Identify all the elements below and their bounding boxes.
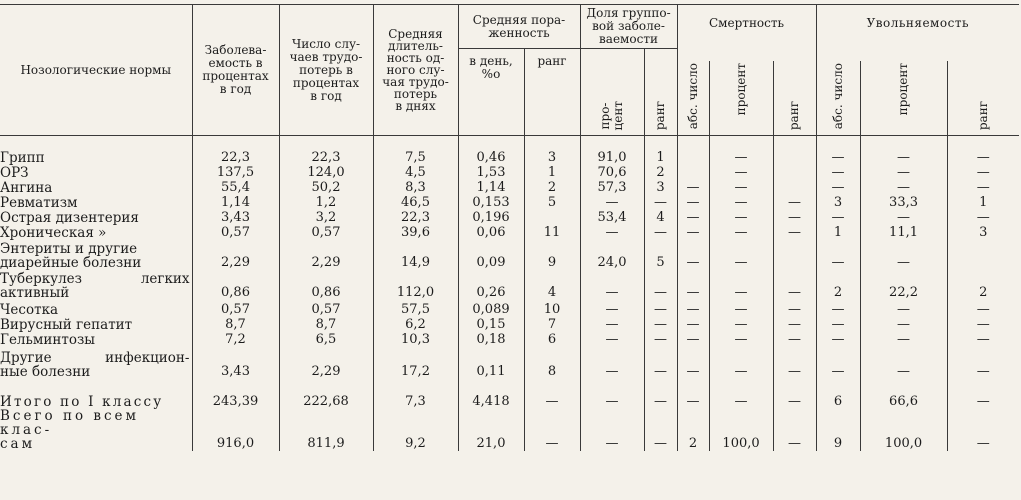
cell-duration: 8,3 [373,180,458,195]
cell-group-rank: — [644,347,677,379]
table-row [0,270,1019,300]
header-line: Заболева- [204,43,267,57]
cell-group-rank: 2 [644,165,677,180]
cell-dismissal-rank: — [947,347,1019,379]
cell-mortality-rank: — [773,347,816,379]
cell-severity-per-day: 4,418 [458,379,524,409]
row-name [0,317,192,332]
cell-severity-per-day: 21,0 [458,409,524,451]
cell-cases: 124,0 [279,165,373,180]
cell-severity-rank: 5 [524,195,580,210]
cell-severity-per-day: 0,09 [458,240,524,270]
cell-mortality-rank [773,165,816,180]
cell-dismissal-abs: — [816,240,860,270]
table-row [0,195,1019,210]
row-name-line: диарейные болезни [0,255,142,271]
cell-dismissal-rank: — [947,165,1019,180]
header-line: в год [310,88,342,103]
cell-severity-rank: 9 [524,240,580,270]
cell-cases: 2,29 [279,240,373,270]
cell-mortality-rank [773,150,816,165]
row-name [0,409,192,451]
cell-group-percent: — [580,317,644,332]
cell-morbidity: 55,4 [192,180,279,195]
table-row [0,225,1019,240]
header-line: в день, [469,54,513,68]
table-row [0,150,1019,165]
cell-dismissal-rank: 2 [947,270,1019,300]
cell-mortality-rank: — [773,317,816,332]
cell-duration: 7,3 [373,379,458,409]
row-name [0,347,192,379]
header-line: Средняя пора- [472,12,566,27]
cell-mortality-percent: — [709,347,773,379]
row-name-word: легких [140,271,190,287]
cell-group-rank: — [644,409,677,451]
row-name-line [0,272,190,286]
cell-group-rank: 4 [644,210,677,225]
cell-severity-per-day: 0,15 [458,317,524,332]
header-mortality-abs: абс. число [677,61,709,136]
cell-severity-per-day: 1,14 [458,180,524,195]
group-rank-label: ранг [653,100,668,130]
cell-mortality-percent: — [709,165,773,180]
cell-cases: 3,2 [279,210,373,225]
table-body [0,136,1019,452]
cell-severity-per-day: 0,46 [458,150,524,165]
cell-mortality-rank: — [773,300,816,317]
header-line: потерь в [299,62,353,77]
cell-severity-per-day: 0,11 [458,347,524,379]
header-line: женность [488,25,550,40]
header-line: чая трудо- [382,75,449,89]
cell-group-percent: — [580,347,644,379]
row-name-line: Энтериты и другие [0,241,138,257]
cell-group-percent: — [580,195,644,210]
row-name-line: Всего по всем клас- [0,408,140,438]
cell-severity-rank: — [524,379,580,409]
cell-morbidity: 916,0 [192,409,279,451]
cell-severity-rank: 11 [524,225,580,240]
cell-group-percent: 70,6 [580,165,644,180]
cell-group-percent: — [580,270,644,300]
cell-mortality-percent: — [709,150,773,165]
header-group-rank [644,49,677,136]
cell-mortality-rank: — [773,379,816,409]
cell-mortality-percent: 100,0 [709,409,773,451]
row-name-line: Чесотка [0,302,59,318]
cell-severity-rank: 2 [524,180,580,195]
cell-mortality-abs [677,150,709,165]
cell-dismissal-percent: — [860,347,947,379]
header-line: длитель- [388,39,443,53]
header-line: Доля группо- [586,6,671,20]
header-cases [279,5,373,136]
cell-mortality-rank: — [773,270,816,300]
row-name-line: ОРЗ [0,165,29,181]
header-dismissal-percent: процент [860,61,947,136]
cell-dismissal-abs: — [816,165,860,180]
cell-group-percent: — [580,409,644,451]
cell-dismissal-percent: 66,6 [860,379,947,409]
cell-mortality-abs: — [677,210,709,225]
header-severity-rank: ранг [524,49,580,136]
cell-mortality-abs: — [677,195,709,210]
cell-dismissal-percent: — [860,300,947,317]
row-name [0,150,192,165]
header-line: процентах [292,75,360,90]
cell-group-percent: 91,0 [580,150,644,165]
table-row [0,300,1019,317]
header-mortality: Смертность [677,5,816,61]
cell-morbidity: 3,43 [192,347,279,379]
row-name-line: ные болезни [0,364,91,380]
header-line: емость в [208,56,263,70]
cell-duration: 46,5 [373,195,458,210]
cell-dismissal-abs: — [816,210,860,225]
cell-severity-per-day: 0,089 [458,300,524,317]
table-row [0,210,1019,225]
header-morbidity [192,5,279,136]
table-row [0,332,1019,347]
cell-mortality-percent: — [709,225,773,240]
cell-mortality-rank: — [773,210,816,225]
cell-group-rank: — [644,270,677,300]
row-name-line: Грипп [0,150,45,166]
header-mortality-rank: ранг [773,61,816,136]
cell-cases: 2,29 [279,347,373,379]
header-group-share [580,5,677,49]
cell-morbidity: 1,14 [192,195,279,210]
cell-dismissal-percent: — [860,240,947,270]
cell-group-percent: — [580,379,644,409]
cell-morbidity: 8,7 [192,317,279,332]
cell-duration: 9,2 [373,409,458,451]
header-line: в год [219,82,252,96]
cell-mortality-rank: — [773,409,816,451]
cell-group-rank: — [644,317,677,332]
cell-cases: 1,2 [279,195,373,210]
cell-mortality-abs: — [677,240,709,270]
cell-dismissal-abs: 3 [816,195,860,210]
cell-severity-per-day: 0,18 [458,332,524,347]
cell-dismissal-rank: — [947,210,1019,225]
header-line: Число слу- [291,36,361,51]
row-name-line: Итого по I классу [0,394,164,410]
cell-mortality-abs: — [677,332,709,347]
cell-cases: 6,5 [279,332,373,347]
cell-morbidity: 0,57 [192,225,279,240]
cell-morbidity: 2,29 [192,240,279,270]
cell-duration: 4,5 [373,165,458,180]
row-name-line: активный [0,285,70,301]
cell-mortality-abs: — [677,225,709,240]
disease-statistics-table [0,4,1019,451]
cell-mortality-rank: — [773,332,816,347]
header-line: в днях [395,99,436,113]
header-line: Средняя [388,27,443,41]
cell-cases: 22,3 [279,150,373,165]
cell-mortality-rank: — [773,195,816,210]
cell-dismissal-rank: — [947,379,1019,409]
cell-dismissal-abs: — [816,347,860,379]
cell-severity-per-day: 0,06 [458,225,524,240]
cell-morbidity: 137,5 [192,165,279,180]
cell-mortality-percent: — [709,379,773,409]
cell-dismissal-percent: — [860,210,947,225]
header-dismissal-rank: ранг [947,61,1019,136]
cell-dismissal-rank: 3 [947,225,1019,240]
header-line: процентах [202,69,269,83]
cell-dismissal-abs: — [816,180,860,195]
row-name [0,195,192,210]
cell-duration: 14,9 [373,240,458,270]
cell-mortality-percent: — [709,332,773,347]
cell-dismissal-percent: — [860,150,947,165]
row-name [0,210,192,225]
cell-group-percent: — [580,300,644,317]
cell-morbidity: 0,57 [192,300,279,317]
cell-severity-rank [524,210,580,225]
row-name [0,180,192,195]
cell-dismissal-percent: 11,1 [860,225,947,240]
cell-dismissal-abs: — [816,150,860,165]
group-percent-label: про- цент [598,100,626,130]
cell-mortality-percent: — [709,317,773,332]
cell-dismissal-percent: — [860,165,947,180]
cell-dismissal-percent: 100,0 [860,409,947,451]
cell-morbidity: 3,43 [192,210,279,225]
cell-dismissal-rank [947,240,1019,270]
cell-mortality-percent: — [709,300,773,317]
header-dismissal: Увольняемость [816,5,1019,61]
row-name-line [0,351,190,365]
row-name-line: Ангина [0,180,53,196]
cell-dismissal-abs: 6 [816,379,860,409]
cell-group-rank: 1 [644,150,677,165]
table-row [0,240,1019,270]
cell-morbidity: 243,39 [192,379,279,409]
row-name-line: Ревматизм [0,195,78,211]
cell-mortality-abs: 2 [677,409,709,451]
cell-mortality-abs: — [677,300,709,317]
cell-dismissal-abs: — [816,300,860,317]
header-duration [373,5,458,136]
cell-dismissal-abs: — [816,332,860,347]
row-name-line: Острая дизентерия [0,210,139,226]
cell-morbidity: 22,3 [192,150,279,165]
cell-mortality-percent: — [709,195,773,210]
cell-dismissal-percent: 22,2 [860,270,947,300]
cell-severity-per-day: 1,53 [458,165,524,180]
cell-dismissal-rank: — [947,150,1019,165]
cell-severity-rank: 8 [524,347,580,379]
row-name [0,225,192,240]
cell-severity-rank: 6 [524,332,580,347]
header-severity-per-day [458,49,524,136]
cell-cases: 0,86 [279,270,373,300]
cell-cases: 50,2 [279,180,373,195]
cell-dismissal-abs: 9 [816,409,860,451]
cell-cases: 0,57 [279,225,373,240]
row-name [0,379,192,409]
cell-group-rank: 3 [644,180,677,195]
cell-dismissal-percent: — [860,332,947,347]
table-row [0,180,1019,195]
row-name [0,332,192,347]
table-row [0,409,1019,451]
cell-duration: 10,3 [373,332,458,347]
cell-mortality-rank: — [773,225,816,240]
row-name-line: Вирусный гепатит [0,317,133,333]
cell-group-percent: 24,0 [580,240,644,270]
cell-group-rank: — [644,225,677,240]
cell-duration: 6,2 [373,317,458,332]
header-line: ваемости [599,32,658,46]
cell-dismissal-percent: — [860,317,947,332]
row-name [0,270,192,300]
cell-dismissal-rank: — [947,317,1019,332]
cell-group-percent: 53,4 [580,210,644,225]
cell-dismissal-abs: 2 [816,270,860,300]
row-name [0,300,192,317]
cell-dismissal-rank: — [947,300,1019,317]
row-name-line: Гельминтозы [0,332,96,348]
cell-cases: 222,68 [279,379,373,409]
header-dismissal-abs: абс. число [816,61,860,136]
cell-mortality-percent: — [709,210,773,225]
cell-mortality-abs: — [677,347,709,379]
cell-group-percent: — [580,225,644,240]
header-line: ного слу- [386,63,445,77]
row-name-word: Другие [0,350,52,366]
cell-dismissal-rank: — [947,180,1019,195]
cell-severity-rank: 4 [524,270,580,300]
row-name-line: Хроническая » [0,225,107,241]
cell-duration: 112,0 [373,270,458,300]
cell-group-percent: — [580,332,644,347]
cell-duration: 57,5 [373,300,458,317]
cell-dismissal-abs: — [816,317,860,332]
cell-cases: 811,9 [279,409,373,451]
cell-severity-rank: 3 [524,150,580,165]
cell-mortality-percent: — [709,240,773,270]
table-row [0,347,1019,379]
cell-cases: 0,57 [279,300,373,317]
row-name-word: Туберкулез [0,271,83,287]
cell-duration: 39,6 [373,225,458,240]
cell-duration: 22,3 [373,210,458,225]
header-group-percent [580,49,644,136]
header-nosology: Нозологические нормы [0,5,192,136]
cell-group-percent: 57,3 [580,180,644,195]
header-line: чаев трудо- [289,49,363,64]
cell-morbidity: 0,86 [192,270,279,300]
header-line: вой заболе- [592,19,665,33]
cell-mortality-abs: — [677,379,709,409]
cell-severity-rank: — [524,409,580,451]
cell-dismissal-percent: — [860,180,947,195]
cell-severity-per-day: 0,26 [458,270,524,300]
row-name [0,165,192,180]
cell-dismissal-percent: 33,3 [860,195,947,210]
cell-severity-per-day: 0,196 [458,210,524,225]
cell-severity-rank: 7 [524,317,580,332]
cell-cases: 8,7 [279,317,373,332]
cell-group-rank: — [644,332,677,347]
row-name [0,240,192,270]
cell-mortality-rank [773,180,816,195]
cell-severity-rank: 1 [524,165,580,180]
cell-mortality-abs: — [677,180,709,195]
header-line: ность од- [386,51,445,65]
table-row [0,379,1019,409]
cell-mortality-percent: — [709,270,773,300]
table-row [0,317,1019,332]
cell-mortality-percent: — [709,180,773,195]
cell-duration: 17,2 [373,347,458,379]
header-line: %о [481,67,501,81]
cell-dismissal-abs: 1 [816,225,860,240]
cell-group-rank: — [644,379,677,409]
cell-dismissal-rank: 1 [947,195,1019,210]
header-severity [458,5,580,49]
cell-group-rank: 5 [644,240,677,270]
cell-mortality-rank [773,240,816,270]
cell-group-rank: — [644,300,677,317]
row-name-word: инфекцион- [105,350,190,366]
table-row [0,165,1019,180]
cell-morbidity: 7,2 [192,332,279,347]
cell-mortality-abs: — [677,317,709,332]
cell-dismissal-rank: — [947,332,1019,347]
header-mortality-percent: процент [709,61,773,136]
cell-dismissal-rank: — [947,409,1019,451]
cell-mortality-abs: — [677,270,709,300]
cell-severity-per-day: 0,153 [458,195,524,210]
cell-group-rank: — [644,195,677,210]
row-name-line: сам [0,436,36,452]
cell-severity-rank: 10 [524,300,580,317]
cell-mortality-abs [677,165,709,180]
header-line: потерь [393,87,438,101]
cell-duration: 7,5 [373,150,458,165]
